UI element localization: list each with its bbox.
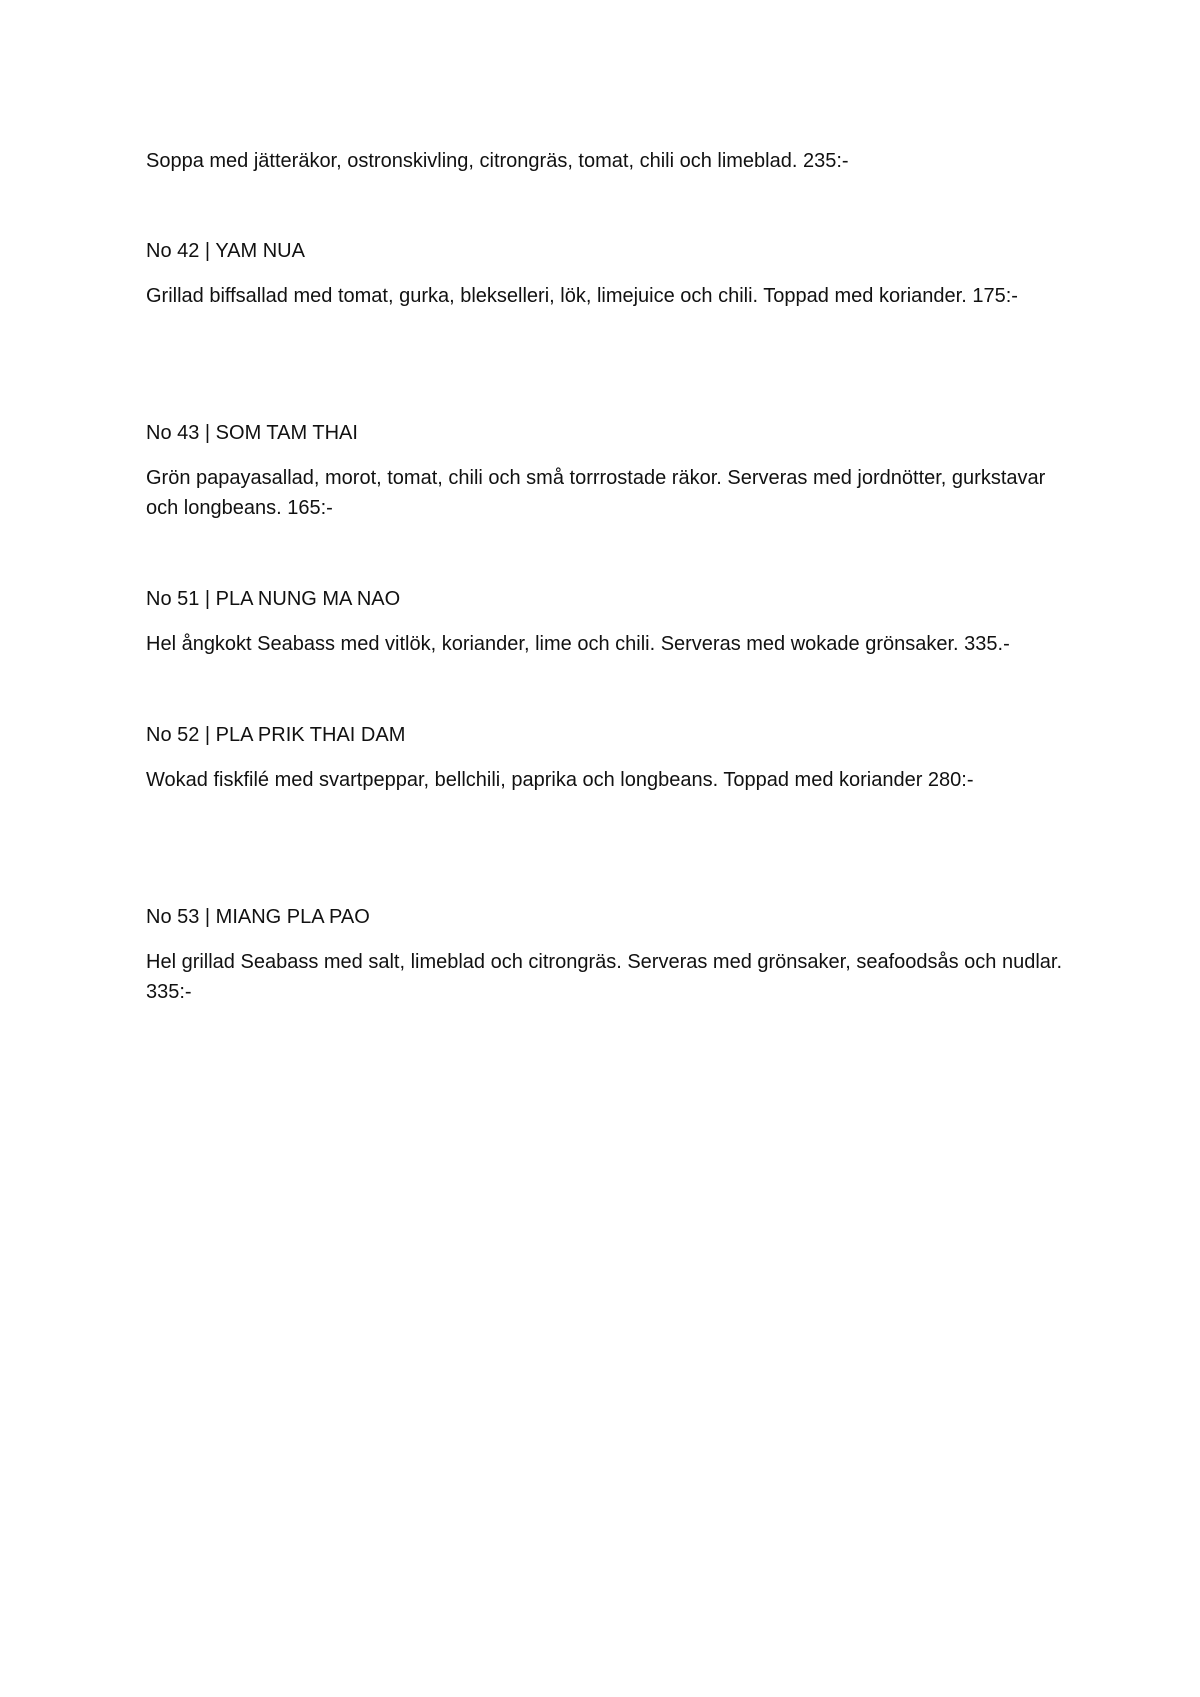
menu-item-description-52: Wokad fiskfilé med svartpeppar, bellchili, paprika och longbeans. Toppad med koriander 280:-	[146, 769, 974, 791]
menu-item-title-53: No 53 | MIANG PLA PAO	[146, 906, 370, 928]
intro-description: Soppa med jätteräkor, ostronskivling, citrongräs, tomat, chili och limeblad. 235:-	[146, 150, 849, 172]
menu-item-description-42: Grillad biffsallad med tomat, gurka, blekselleri, lök, limejuice och chili. Toppad med koriander. 175:-	[146, 285, 1018, 307]
menu-item-title-52: No 52 | PLA PRIK THAI DAM	[146, 724, 406, 746]
menu-item-description-43: Grön papayasallad, morot, tomat, chili och små torrrostade räkor. Serveras med jordnötter, gurkstavar och longbeans. 165:-	[146, 467, 1046, 519]
menu-item-title-51: No 51 | PLA NUNG MA NAO	[146, 588, 401, 610]
menu-item-description-51: Hel ångkokt Seabass med vitlök, koriander, lime och chili. Serveras med wokade grönsaker. 335.-	[146, 633, 1010, 655]
menu-item-title-42: No 42 | YAM NUA	[146, 240, 305, 262]
menu-item-title-43: No 43 | SOM TAM THAI	[146, 422, 358, 444]
menu-item-description-53: Hel grillad Seabass med salt, limeblad och citrongräs. Serveras med grönsaker, seafoodsås och nudlar. 335:-	[146, 951, 1063, 1003]
